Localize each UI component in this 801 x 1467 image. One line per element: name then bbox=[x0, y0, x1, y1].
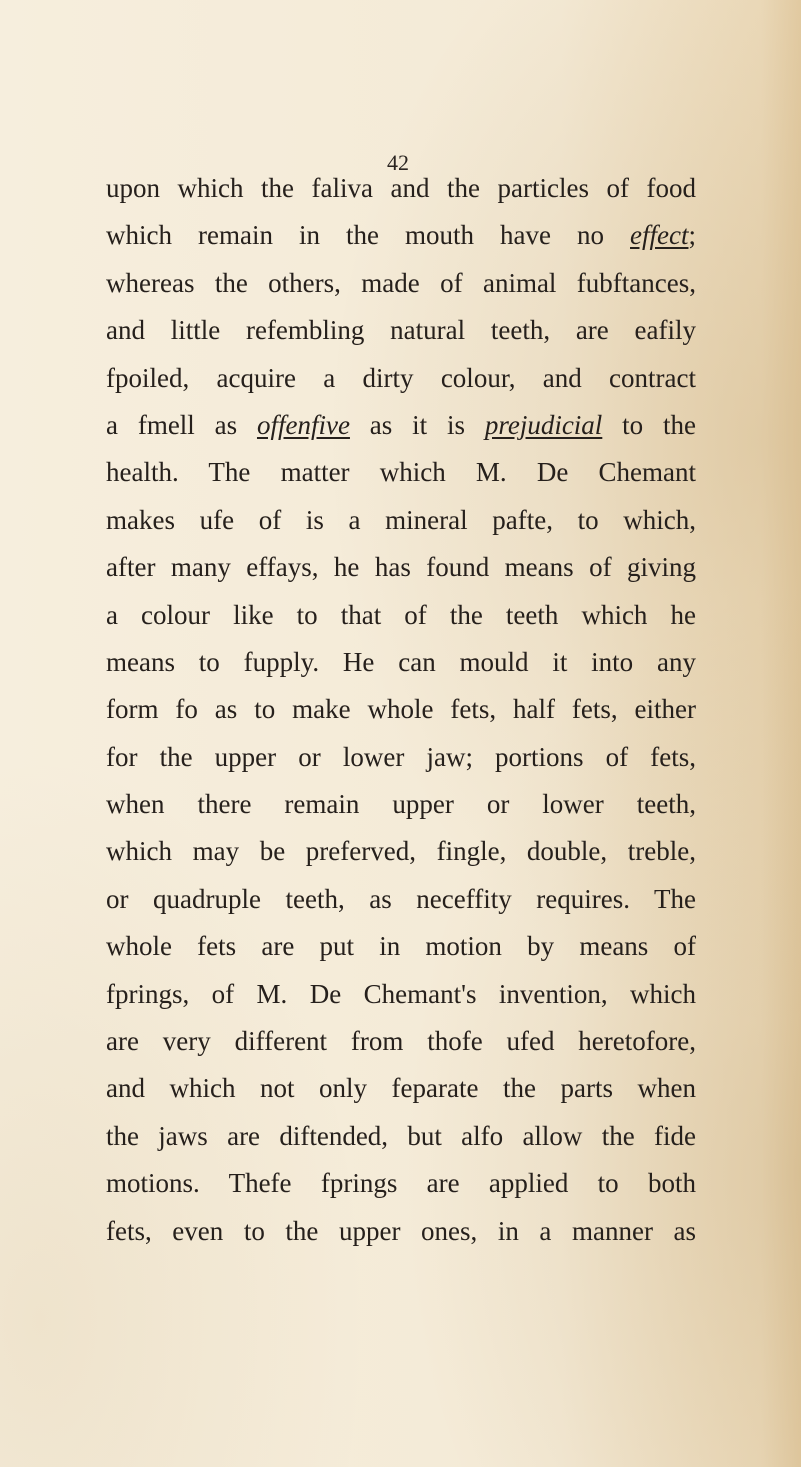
text-line bbox=[106, 781, 696, 828]
text-line bbox=[106, 1208, 696, 1255]
text-run: whereas the others, made of animal fubftances, bbox=[106, 267, 696, 298]
text-run: upon which the faliva and the particles of food bbox=[106, 173, 696, 203]
text-run: which may be preferved, fingle, double, treble, bbox=[106, 836, 696, 867]
text-run: a colour like to that of the teeth which he bbox=[106, 599, 696, 630]
text-line bbox=[106, 355, 696, 402]
text-run: which remain in the mouth have no bbox=[106, 220, 631, 251]
text-run: for the upper or lower jaw; portions of fets, bbox=[106, 741, 696, 772]
text-run: makes ufe of is a mineral pafte, to which, bbox=[106, 504, 696, 535]
text-line bbox=[106, 212, 696, 259]
text-line bbox=[106, 260, 696, 307]
text-line bbox=[106, 686, 696, 733]
text-line bbox=[106, 1065, 696, 1112]
text-run: form fo as to make whole fets, half fets, either bbox=[106, 694, 696, 725]
text-line bbox=[106, 544, 696, 591]
text-line bbox=[106, 1018, 696, 1065]
text-run: as it is bbox=[349, 409, 485, 440]
text-line bbox=[106, 497, 696, 544]
text-run: fpoiled, acquire a dirty colour, and contract bbox=[106, 362, 696, 393]
italic-word: effect bbox=[630, 220, 689, 251]
text-run: whole fets are put in motion by means of bbox=[106, 931, 696, 962]
italic-word: offenfive bbox=[256, 409, 350, 440]
text-line bbox=[106, 402, 696, 449]
text-run: the jaws are diftended, but alfo allow the fide bbox=[106, 1120, 696, 1151]
text-line bbox=[106, 734, 696, 781]
italic-word: prejudicial bbox=[484, 409, 603, 440]
text-line bbox=[106, 923, 696, 970]
text-run: after many effays, he has found means of giving bbox=[106, 552, 696, 583]
text-run: to the bbox=[602, 409, 696, 440]
text-line bbox=[106, 165, 696, 212]
text-line bbox=[106, 971, 696, 1018]
body-text bbox=[106, 165, 696, 1255]
text-line bbox=[106, 449, 696, 496]
text-run: means to fupply. He can mould it into any bbox=[106, 646, 696, 677]
text-run: health. The matter which M. De Chemant bbox=[106, 457, 696, 488]
text-run: motions. Thefe fprings are applied to both bbox=[106, 1168, 696, 1199]
text-run: are very different from thofe ufed heretofore, bbox=[106, 1026, 696, 1057]
text-line bbox=[106, 639, 696, 686]
page-number: 42 bbox=[387, 150, 409, 175]
text-line bbox=[106, 592, 696, 639]
text-run: a fmell as bbox=[106, 409, 257, 440]
text-run: or quadruple teeth, as neceffity requires. The bbox=[106, 883, 696, 914]
text-run: fprings, of M. De Chemant's invention, which bbox=[106, 978, 696, 1009]
text-run: fets, even to the upper ones, in a manner as bbox=[106, 1215, 696, 1246]
text-line bbox=[106, 876, 696, 923]
text-line bbox=[106, 1160, 696, 1207]
text-run: when there remain upper or lower teeth, bbox=[106, 789, 696, 820]
text-run: and little refembling natural teeth, are eafily bbox=[106, 315, 696, 346]
text-run: ; bbox=[688, 220, 696, 251]
text-line bbox=[106, 1113, 696, 1160]
text-line bbox=[106, 828, 696, 875]
text-run: and which not only feparate the parts when bbox=[106, 1073, 696, 1104]
text-line bbox=[106, 307, 696, 354]
